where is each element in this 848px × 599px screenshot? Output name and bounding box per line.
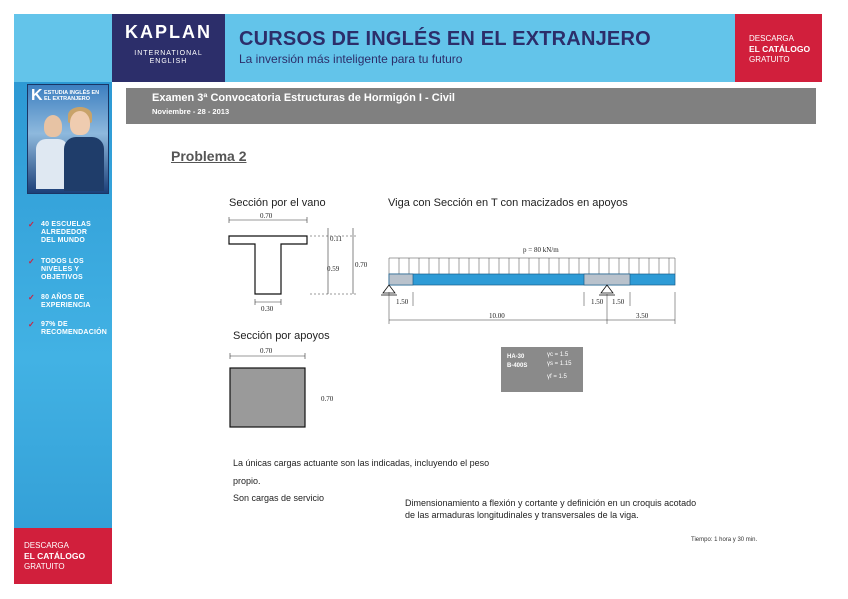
gamma-s: γs = 1.15 [547,361,572,367]
kaplan-logo-subtitle-2: ENGLISH [149,58,188,65]
cover-k-logo: K [31,87,43,104]
exam-title: Examen 3ª Convocatoria Estructuras de Hormigón I - Civil [152,92,455,104]
feature-item [28,221,112,245]
check-icon: ✓ [28,320,35,329]
exam-header-bar [126,88,816,124]
right-support-icon [599,285,615,295]
t-flange-width-dim: 0.70 [260,212,273,220]
sidebar-cta-line-3: GRATUITO [24,562,65,571]
beam-cantilever-dim: 3.50 [636,312,649,320]
cover-person-2-face [70,111,90,135]
gamma-f: γf = 1.5 [547,374,567,380]
support-section-label: Sección por apoyos [233,330,330,342]
feature-item [28,294,112,310]
statement-line-2: propio. [233,476,261,486]
banner-title: CURSOS DE INGLÉS EN EL EXTRANJERO [239,28,651,50]
distributed-load [389,258,675,274]
beam-solid-left-support-dim: 1.50 [591,298,604,306]
statement-line-3: Son cargas de servicio [233,493,325,503]
feature-line: DEL MUNDO [41,237,86,244]
catalog-cover-image[interactable] [27,84,109,194]
feature-line: EXPERIENCIA [41,302,91,309]
cover-person-2-body [64,137,104,191]
banner-cta-line-1: DESCARGA [749,34,794,43]
check-icon: ✓ [28,293,35,302]
feature-line: NIVELES Y [41,266,80,273]
beam-left-solid-dim: 1.50 [396,298,409,306]
check-icon: ✓ [28,257,35,266]
t-web-width-dim: 0.30 [261,305,274,313]
top-banner-ad[interactable] [14,14,822,82]
banner-cta-line-3: GRATUITO [749,55,790,64]
steel-grade: B-400S [507,363,528,369]
support-section-drawing [226,344,346,434]
feature-line: TODOS LOS [41,258,84,265]
banner-cta-line-2: EL CATÁLOGO [749,44,811,54]
t-section-dimension-lines [229,217,357,305]
feature-item [28,258,112,282]
beam-span-dim: 10.00 [489,312,505,320]
sidebar-cta-line-1: DESCARGA [24,541,69,550]
kaplan-logo-box[interactable] [112,14,225,82]
feature-line: ALREDEDOR [41,229,88,236]
statement-line-1: La únicas cargas actuante son las indicadas, incluyendo el peso [233,458,490,468]
distributed-load-label: p = 80 kN/m [523,246,559,254]
rect-section-shape [230,368,305,427]
beam-dimension-lines [389,292,675,324]
materials-box [501,347,583,392]
t-total-height-dim: 0.70 [355,261,368,269]
rect-width-dim: 0.70 [260,347,273,355]
feature-line: OBJETIVOS [41,274,83,281]
kaplan-logo: KAPLAN [125,22,212,42]
sidebar-cta-line-2: EL CATÁLOGO [24,551,86,561]
t-flange-thickness-dim: 0.11 [330,235,342,243]
t-web-height-dim: 0.59 [327,265,340,273]
cover-person-1-face [44,115,62,137]
span-section-label: Sección por el vano [229,197,326,209]
task-description: Dimensionamiento a flexión y cortante y definición en un croquis acotado de las armaduras longitudinales y transversales de la viga. [405,498,697,520]
concrete-grade: HA-30 [507,354,525,360]
t-section-drawing [226,208,376,318]
banner-download-catalog-button[interactable] [735,14,822,82]
beam-solid-right-support-dim: 1.50 [612,298,625,306]
t-section-shape [229,236,307,294]
beam-label: Viga con Sección en T con macizados en apoyos [388,197,628,209]
sidebar-download-catalog-button[interactable] [14,528,112,584]
beam-body [389,274,675,285]
banner-subtitle: La inversión más inteligente para tu futuro [239,52,463,66]
kaplan-logo-subtitle-1: INTERNATIONAL [134,50,203,57]
time-note: Tiempo: 1 hora y 30 min. [691,537,758,543]
support-solid-zone [584,274,630,285]
check-icon: ✓ [28,220,35,229]
feature-line: RECOMENDACIÓN [41,329,107,336]
feature-line: 80 AÑOS DE [41,294,85,301]
problem-title: Problema 2 [171,148,247,164]
gamma-c: γc = 1.5 [547,352,569,358]
cover-title: ESTUDIA INGLÉS EN EL EXTRANJERO [44,90,100,102]
exam-date: Noviembre - 28 - 2013 [152,107,230,116]
feature-line: 97% DE [41,321,68,328]
feature-item [28,321,112,337]
sidebar-ad[interactable] [14,82,112,584]
left-solid-zone [389,274,413,285]
feature-line: 40 ESCUELAS [41,221,92,228]
beam-drawing [382,244,682,324]
rect-height-dim: 0.70 [321,395,334,403]
